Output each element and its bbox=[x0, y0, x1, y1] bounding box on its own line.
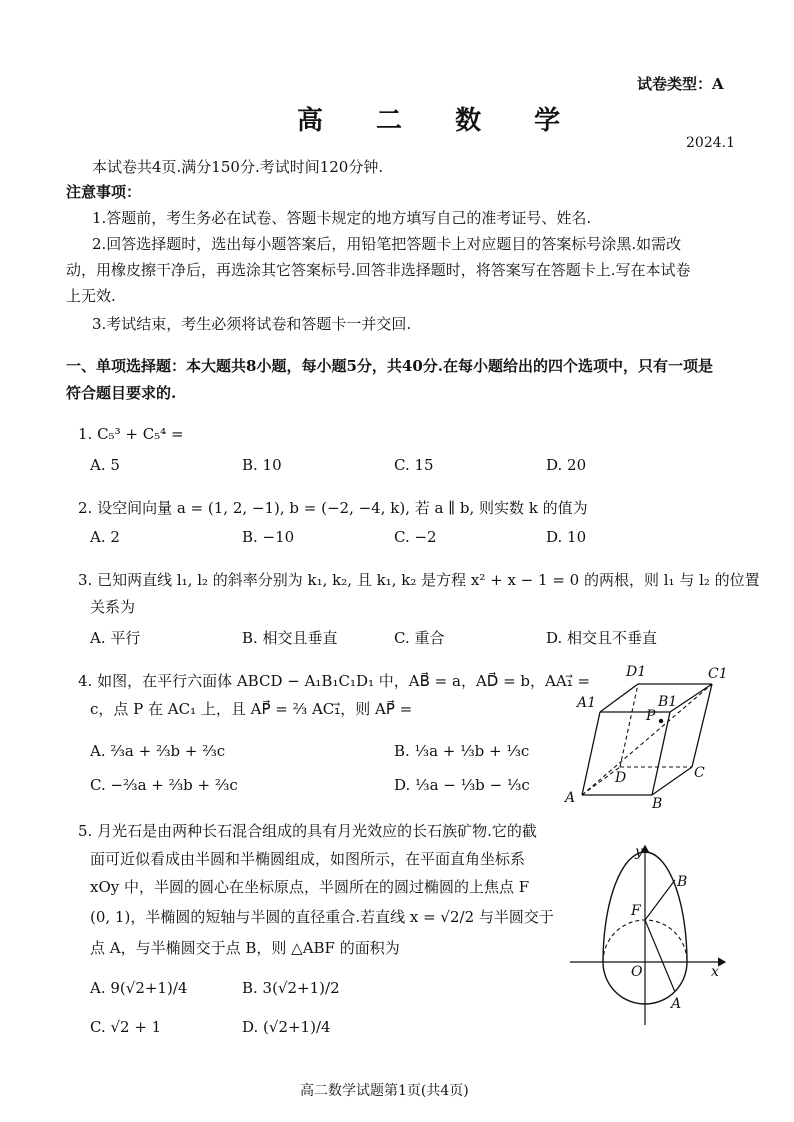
q3-option-d: D. 相交且不垂直 bbox=[546, 629, 658, 647]
q2-stem: 2. 设空间向量 a = (1, 2, −1), b = (−2, −4, k), 若 a ∥ b, 则实数 k 的值为 bbox=[78, 499, 588, 517]
notes-heading: 注意事项： bbox=[66, 183, 142, 201]
q4-stem-line-1: 4. 如图，在平行六面体 ABCD − A₁B₁C₁D₁ 中，AB⃗ = a，AD⃗ = b，AA₁⃗ = bbox=[78, 672, 591, 690]
q3-option-b: B. 相交且垂直 bbox=[242, 629, 338, 647]
label-p: P bbox=[646, 708, 656, 724]
q3-stem-line-1: 3. 已知两直线 l₁, l₂ 的斜率分别为 k₁, k₂, 且 k₁, k₂ 是方程 x² + x − 1 = 0 的两根，则 l₁ 与 l₂ 的位置 bbox=[78, 571, 760, 589]
q2-option-b: B. −10 bbox=[242, 528, 295, 546]
note-2-line-1: 2.回答选择题时，选出每小题答案后，用铅笔把答题卡上对应题目的答案标号涂黑.如需改 bbox=[92, 235, 682, 253]
parallelepiped-figure bbox=[560, 660, 740, 810]
label-d1: D1 bbox=[626, 664, 647, 680]
q2-option-c: C. −2 bbox=[394, 528, 437, 546]
paper-type: 试卷类型：A bbox=[637, 75, 724, 93]
q2-option-a: A. 2 bbox=[90, 528, 120, 546]
exam-summary: 本试卷共4页.满分150分.考试时间120分钟. bbox=[92, 158, 384, 176]
moonstone-figure bbox=[565, 840, 735, 1030]
q5-stem-line-5: 点 A，与半椭圆交于点 B，则 △ABF 的面积为 bbox=[90, 939, 400, 957]
note-2-line-2: 动，用橡皮擦干净后，再选涂其它答案标号.回答非选择题时，将答案写在答题卡上.写在本试卷 bbox=[66, 261, 691, 279]
q1-option-a: A. 5 bbox=[90, 456, 120, 474]
section-heading-line-2: 符合题目要求的. bbox=[66, 384, 177, 402]
note-3: 3.考试结束，考生必须将试卷和答题卡一并交回. bbox=[92, 315, 412, 333]
q5-stem-line-4: (0, 1)，半椭圆的短轴与半圆的直径重合.若直线 x = √2/2 与半圆交于 bbox=[90, 908, 554, 926]
q1-option-b: B. 10 bbox=[242, 456, 282, 474]
q5-option-a: A. 9(√2+1)/4 bbox=[90, 979, 188, 997]
q5-stem-line-3: xOy 中，半圆的圆心在坐标原点，半圆所在的圆过椭圆的上焦点 F bbox=[90, 878, 530, 896]
q1-option-d: D. 20 bbox=[546, 456, 587, 474]
q5-option-b: B. 3(√2+1)/2 bbox=[242, 979, 340, 997]
q4-option-c: C. −⅔a + ⅔b + ⅔c bbox=[90, 776, 238, 794]
label-y: y bbox=[635, 844, 643, 860]
label-b1: B1 bbox=[658, 694, 678, 710]
exam-date: 2024.1 bbox=[686, 135, 735, 151]
page-title: 高 二 数 学 bbox=[297, 106, 583, 136]
label-o: O bbox=[631, 964, 643, 980]
note-1: 1.答题前，考生务必在试卷、答题卡规定的地方填写自己的准考证号、姓名. bbox=[92, 209, 592, 227]
q3-option-c: C. 重合 bbox=[394, 629, 445, 647]
label-d: D bbox=[615, 770, 627, 786]
label-a: A bbox=[565, 790, 576, 806]
q2-option-d: D. 10 bbox=[546, 528, 587, 546]
q4-option-b: B. ⅓a + ⅓b + ⅓c bbox=[394, 742, 530, 760]
q3-option-a: A. 平行 bbox=[90, 629, 141, 647]
section-heading-line-1: 一、单项选择题：本大题共8小题，每小题5分，共40分.在每小题给出的四个选项中，只有一项是 bbox=[66, 357, 713, 375]
q4-option-a: A. ⅔a + ⅔b + ⅔c bbox=[90, 742, 226, 760]
q4-option-d: D. ⅓a − ⅓b − ⅓c bbox=[394, 776, 530, 794]
q5-option-c: C. √2 + 1 bbox=[90, 1018, 162, 1036]
label-b: B bbox=[677, 874, 688, 890]
q5-stem-line-1: 5. 月光石是由两种长石混合组成的具有月光效应的长石族矿物.它的截 bbox=[78, 822, 537, 840]
note-2-line-3: 上无效. bbox=[66, 287, 116, 305]
q1-stem: 1. C₅³ + C₅⁴ = bbox=[78, 425, 184, 443]
q5-stem-line-2: 面可近似看成由半圆和半椭圆组成，如图所示，在平面直角坐标系 bbox=[90, 850, 526, 868]
label-a1: A1 bbox=[577, 695, 597, 711]
page-footer: 高二数学试题第1页(共4页) bbox=[300, 1083, 469, 1099]
label-x: x bbox=[711, 964, 719, 980]
label-c: C bbox=[694, 765, 705, 781]
label-c1: C1 bbox=[708, 666, 728, 682]
q1-option-c: C. 15 bbox=[394, 456, 434, 474]
label-b: B bbox=[652, 796, 663, 810]
q3-stem-line-2: 关系为 bbox=[90, 598, 136, 616]
q4-stem-line-2: c，点 P 在 AC₁ 上，且 AP⃗ = ⅔ AC₁⃗，则 AP⃗ = bbox=[90, 700, 413, 718]
q5-option-d: D. (√2+1)/4 bbox=[242, 1018, 331, 1036]
label-f: F bbox=[631, 903, 641, 919]
label-a: A bbox=[671, 996, 682, 1012]
